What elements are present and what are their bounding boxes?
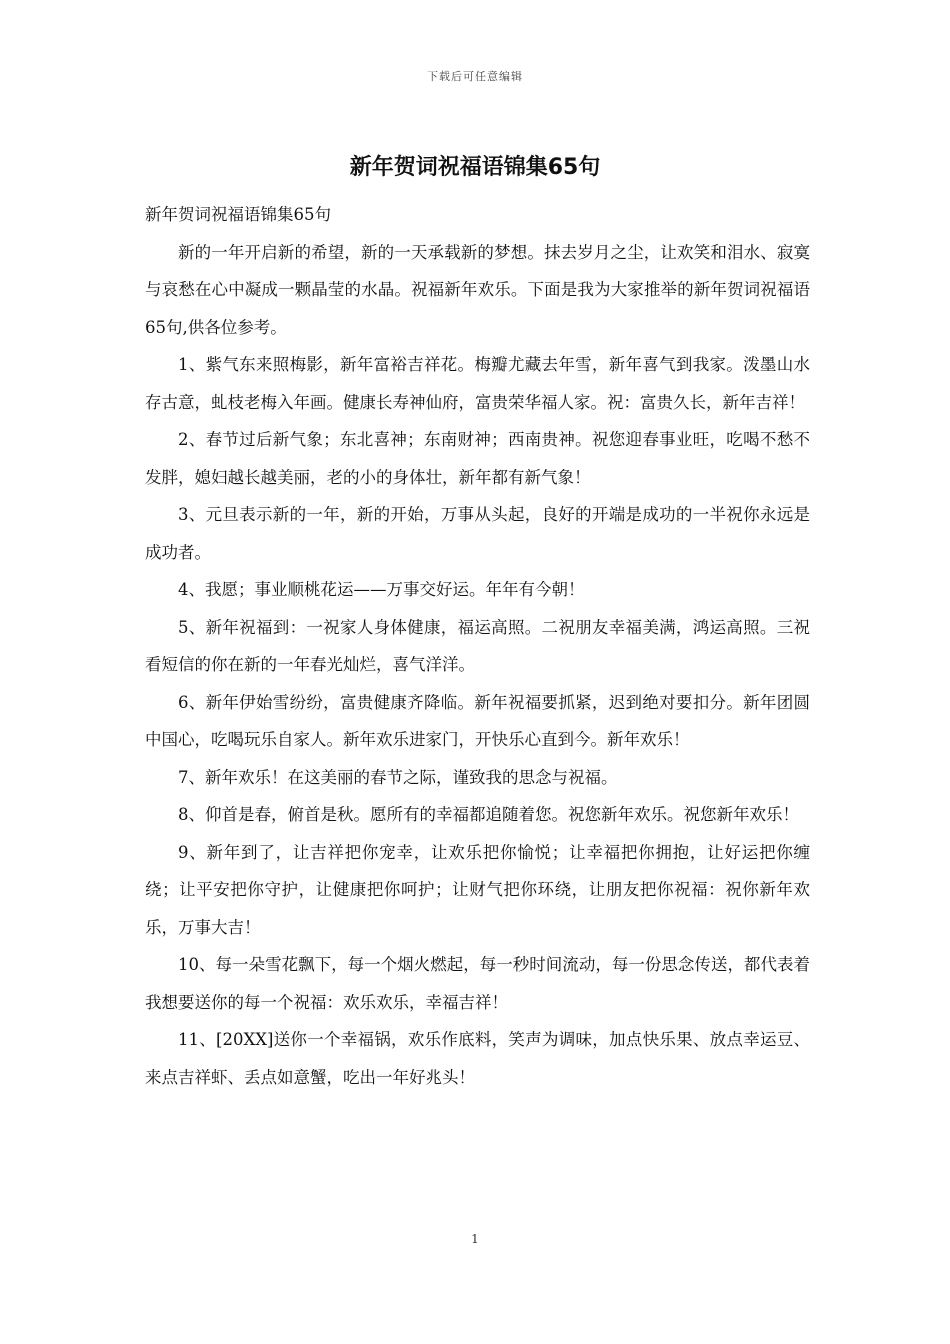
- intro-paragraph: 新的一年开启新的希望，新的一天承载新的梦想。抹去岁月之尘，让欢笑和泪水、寂寞与哀愁在心中凝成一颗晶莹的水晶。祝福新年欢乐。下面是我为大家推举的新年贺词祝福语65句,供各位参考。: [145, 242, 810, 337]
- page-header-note: 下载后可任意编辑: [427, 70, 523, 83]
- greeting-item-4: 4、我愿；事业顺桃花运——万事交好运。年年有今朝！: [178, 580, 585, 599]
- document-body: [145, 196, 810, 1096]
- greeting-item-8: 8、仰首是春，俯首是秋。愿所有的幸福都追随着您。祝您新年欢乐。祝您新年欢乐！: [178, 805, 799, 824]
- greeting-item-10: 10、每一朵雪花飘下，每一个烟火燃起，每一秒时间流动，每一份思念传送，都代表着我想要送你的每一个祝福：欢乐欢乐，幸福吉祥！: [145, 955, 810, 1012]
- greeting-item-9: 9、新年到了，让吉祥把你宠幸，让欢乐把你愉悦；让幸福把你拥抱，让好运把你缠绕；让平安把你守护，让健康把你呵护；让财气把你环绕，让朋友把你祝福：祝你新年欢乐，万事大吉！: [145, 842, 810, 937]
- greeting-item-6: 6、新年伊始雪纷纷，富贵健康齐降临。新年祝福要抓紧，迟到绝对要扣分。新年团圆中国心，吃喝玩乐自家人。新年欢乐进家门，开快乐心直到今。新年欢乐！: [145, 692, 810, 749]
- document-subtitle: 新年贺词祝福语锦集65句: [145, 205, 331, 224]
- greeting-item-2: 2、春节过后新气象；东北喜神；东南财神；西南贵神。祝您迎春事业旺，吃喝不愁不发胖，媳妇越长越美丽，老的小的身体壮，新年都有新气象！: [145, 430, 810, 487]
- greeting-item-1: 1、紫气东来照梅影，新年富裕吉祥花。梅瓣尤藏去年雪，新年喜气到我家。泼墨山水存古意，虬枝老梅入年画。健康长寿神仙府，富贵荣华福人家。祝：富贵久长，新年吉祥！: [145, 355, 810, 412]
- greeting-item-5: 5、新年祝福到：一祝家人身体健康，福运高照。二祝朋友幸福美满，鸿运高照。三祝看短信的你在新的一年春光灿烂，喜气洋洋。: [145, 617, 810, 674]
- greeting-item-11: 11、[20XX]送你一个幸福锅，欢乐作底料，笑声为调味，加点快乐果、放点幸运豆、来点吉祥虾、丢点如意蟹，吃出一年好兆头！: [145, 1030, 810, 1087]
- greeting-item-7: 7、新年欢乐！在这美丽的春节之际，谨致我的思念与祝福。: [178, 767, 618, 787]
- document-title: 新年贺词祝福语锦集65句: [349, 155, 601, 180]
- page-number: 1: [471, 1232, 479, 1246]
- greeting-item-3: 3、元旦表示新的一年，新的开始，万事从头起，良好的开端是成功的一半祝你永远是成功者。: [145, 505, 810, 562]
